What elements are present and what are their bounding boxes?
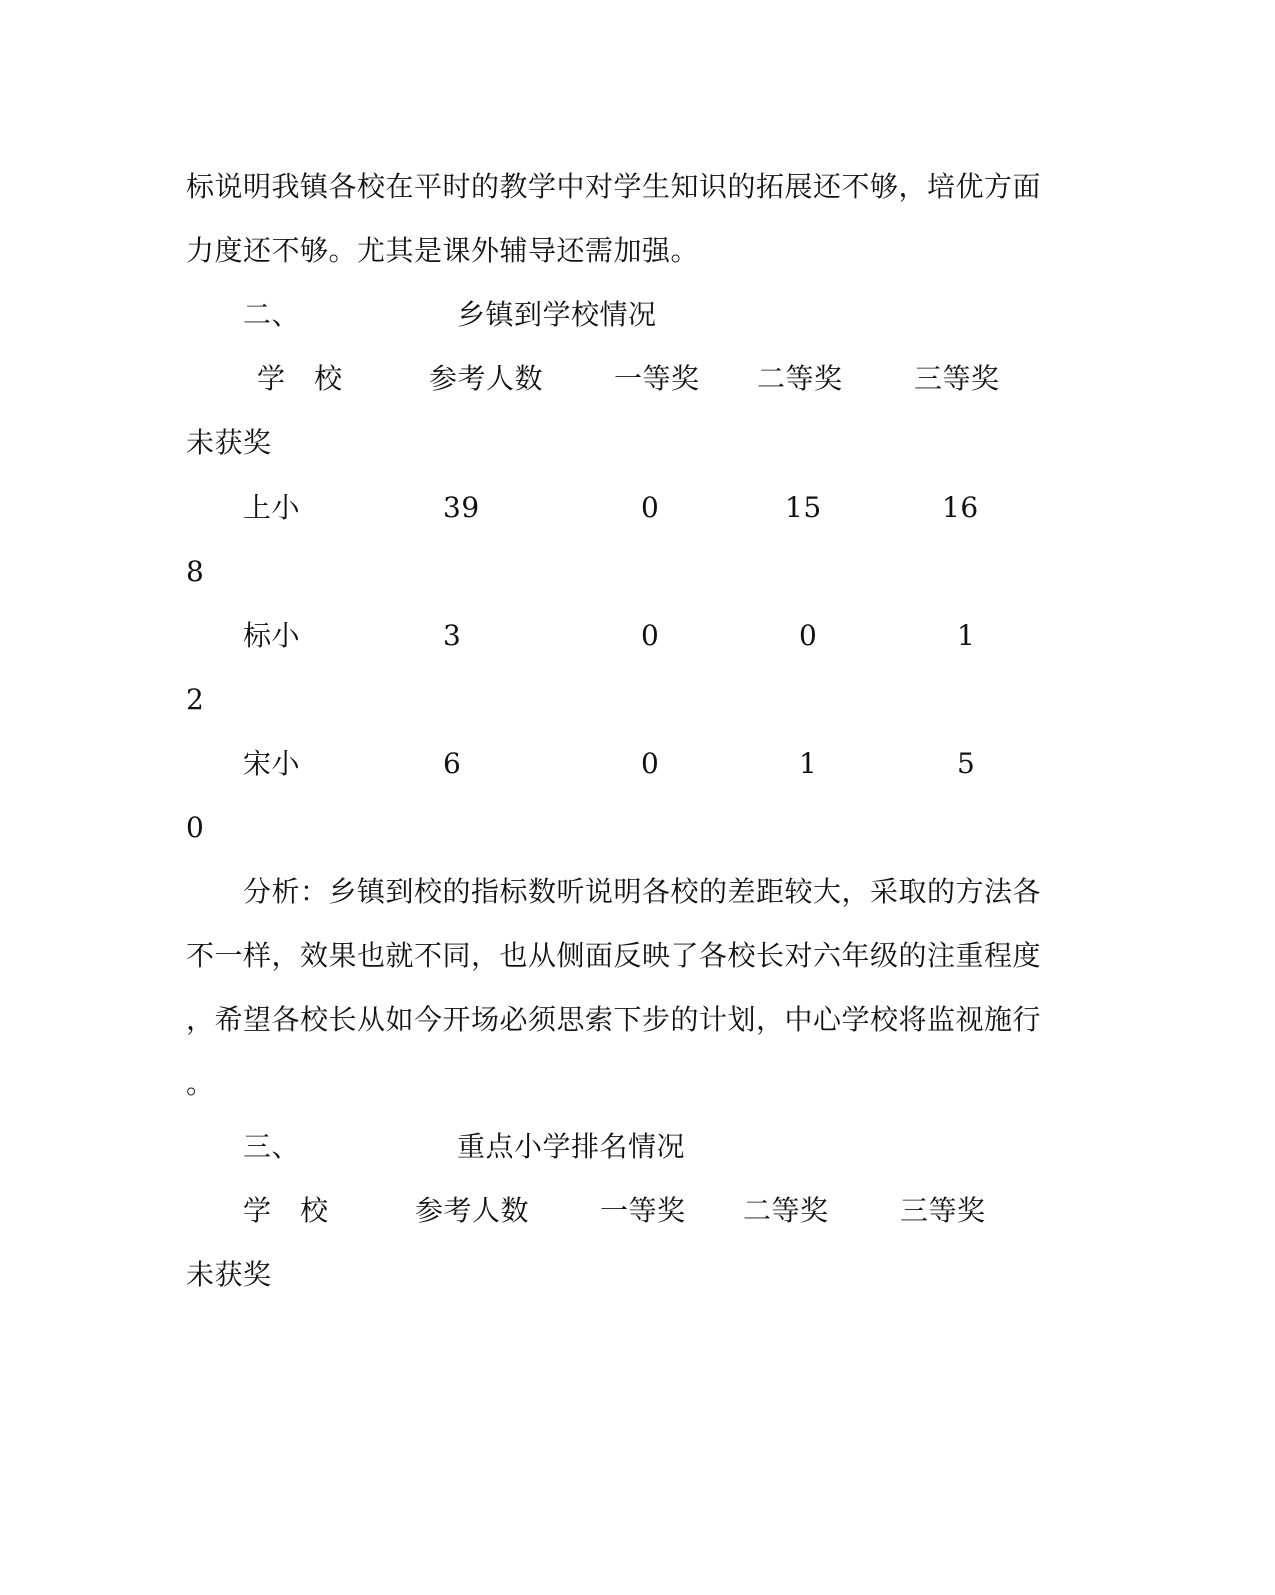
table-row-1-third: 16	[942, 491, 979, 524]
section-2-header-participants: 参考人数	[429, 362, 544, 395]
table-row-1-none: 8	[186, 555, 205, 588]
section-3-header-second: 二等奖	[743, 1194, 829, 1227]
section-2-number: 二、	[243, 298, 301, 331]
intro-line-2: 力度还不够。尤其是课外辅导还需加强。	[186, 234, 700, 267]
analysis-line-3: ，希望各校长从如今开场必须思索下步的计划，中心学校将监视施行	[186, 1003, 1042, 1036]
section-3-header-none: 未获奖	[186, 1258, 272, 1291]
section-3-header-third: 三等奖	[900, 1194, 986, 1227]
table-row-3-participants: 6	[443, 747, 462, 780]
section-3-number: 三、	[243, 1130, 301, 1163]
analysis-line-2: 不一样，效果也就不同，也从侧面反映了各校长对六年级的注重程度	[186, 939, 1042, 972]
section-2-header-second: 二等奖	[757, 362, 843, 395]
table-row-2-participants: 3	[443, 619, 462, 652]
table-row-2-first: 0	[641, 619, 660, 652]
table-row-1-second: 15	[785, 491, 822, 524]
analysis-line-1: 分析：乡镇到校的指标数听说明各校的差距较大，采取的方法各	[243, 875, 1042, 908]
table-row-1-first: 0	[641, 491, 660, 524]
section-3-title: 重点小学排名情况	[457, 1130, 686, 1163]
table-row-2-school: 标小	[243, 619, 301, 652]
section-2-header-first: 一等奖	[614, 362, 700, 395]
section-2-header-third: 三等奖	[914, 362, 1000, 395]
table-row-1-school: 上小	[243, 491, 301, 524]
table-row-3-school: 宋小	[243, 747, 301, 780]
analysis-line-4: 。	[186, 1067, 215, 1100]
section-2-header-none: 未获奖	[186, 426, 272, 459]
table-row-2-second: 0	[799, 619, 818, 652]
section-3-header-school: 学 校	[243, 1194, 329, 1227]
table-row-3-second: 1	[799, 747, 818, 780]
table-row-2-third: 1	[957, 619, 976, 652]
section-3-header-first: 一等奖	[600, 1194, 686, 1227]
table-row-3-none: 0	[186, 811, 205, 844]
section-2-header-school: 学 校	[257, 362, 343, 395]
table-row-1-participants: 39	[443, 491, 480, 524]
section-2-title: 乡镇到学校情况	[457, 298, 657, 331]
table-row-2-none: 2	[186, 683, 205, 716]
table-row-3-third: 5	[957, 747, 976, 780]
table-row-3-first: 0	[641, 747, 660, 780]
section-3-header-participants: 参考人数	[415, 1194, 530, 1227]
intro-line-1: 标说明我镇各校在平时的教学中对学生知识的拓展还不够，培优方面	[186, 170, 1042, 203]
